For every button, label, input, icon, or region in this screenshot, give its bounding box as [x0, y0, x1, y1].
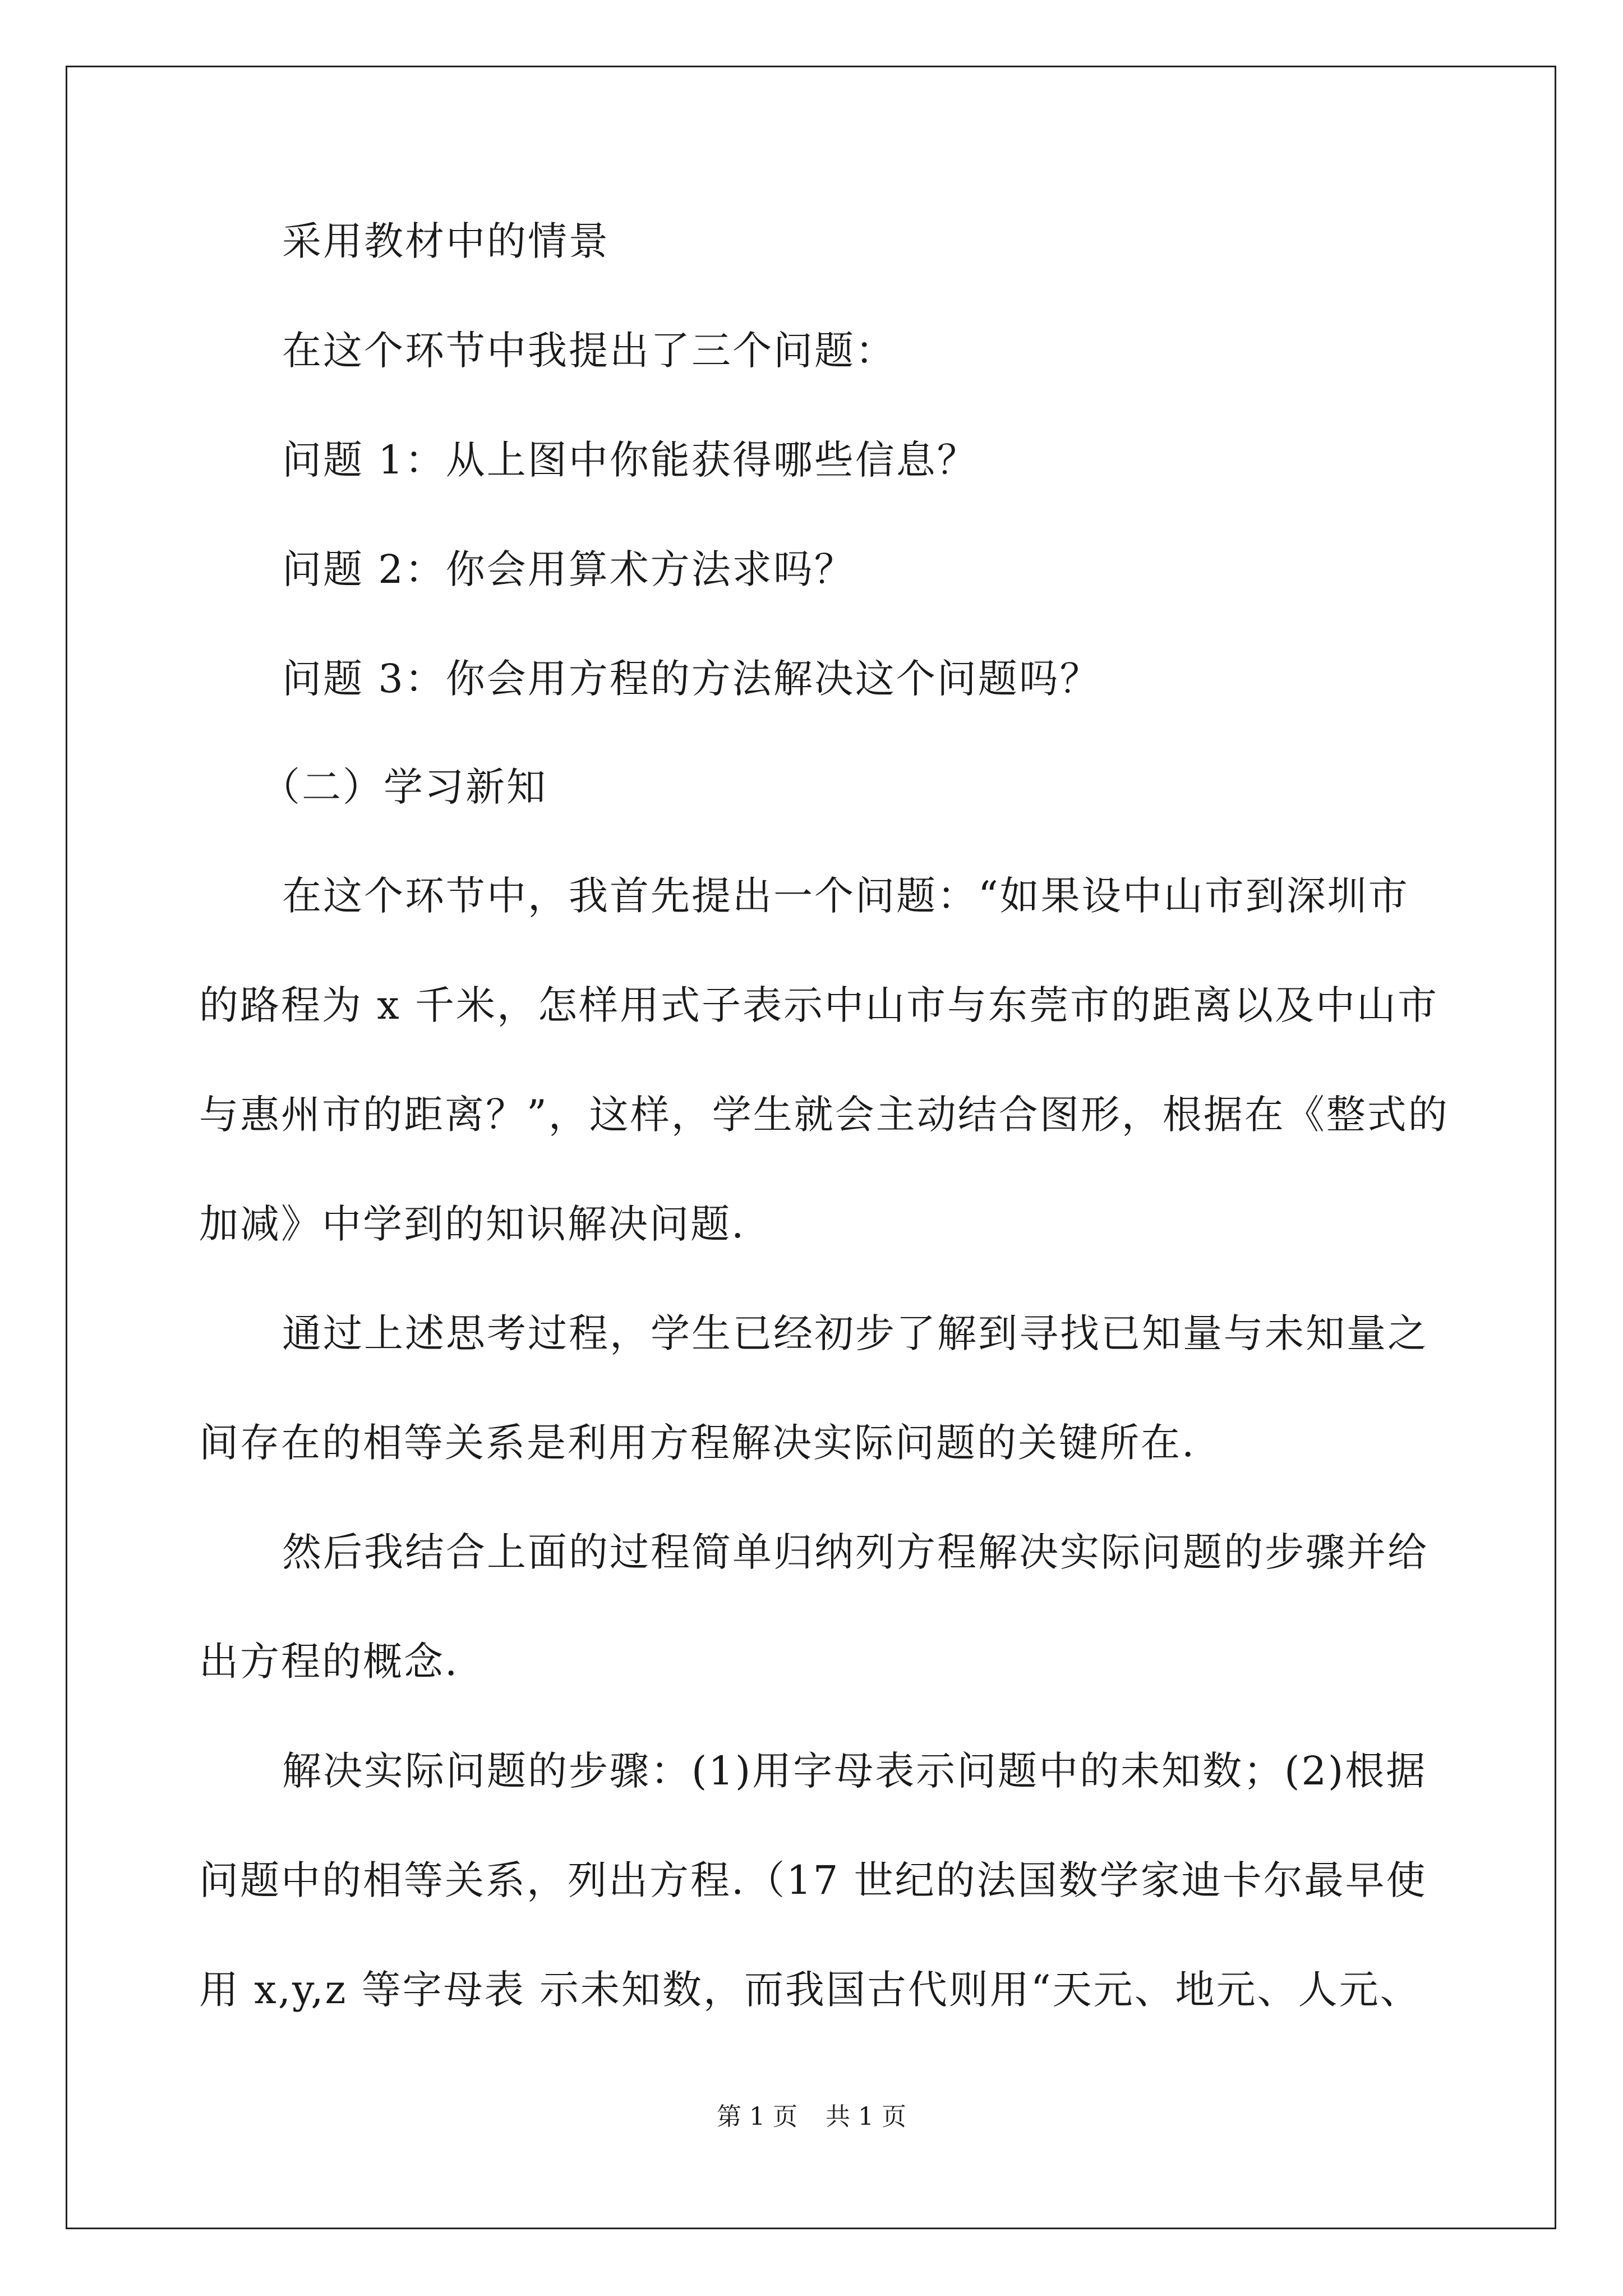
page-footer	[0, 2102, 1623, 2131]
section-heading: （二）学习新知	[261, 764, 547, 810]
paragraph-line: 采用教材中的情景	[282, 218, 610, 264]
paragraph-line: 的路程为 x 千米，怎样用式子表示中山市与东莞市的距离以及中山市	[199, 982, 1438, 1028]
paragraph-line: 用 x,y,z 等字母表 示未知数，而我国古代则用“天元、地元、人元、	[199, 1967, 1421, 2013]
page-number: 第 1 页	[717, 2102, 797, 2131]
paragraph-line: 在这个环节中，我首先提出一个问题：“如果设中山市到深圳市	[282, 873, 1409, 919]
paragraph-line: 通过上述思考过程，学生已经初步了解到寻找已知量与未知量之	[282, 1310, 1428, 1356]
paragraph-line: 问题 1：从上图中你能获得哪些信息？	[282, 437, 978, 483]
paragraph-line: 出方程的概念.	[199, 1639, 459, 1685]
paragraph-line: 问题中的相等关系，列出方程.（17 世纪的法国数学家迪卡尔最早使	[199, 1857, 1427, 1903]
paragraph-line: 与惠州市的距离？”，这样，学生就会主动结合图形，根据在《整式的	[199, 1092, 1449, 1138]
paragraph-line: 解决实际问题的步骤：(1)用字母表示问题中的未知数；(2)根据	[282, 1748, 1427, 1794]
paragraph-line: 加减》中学到的知识解决问题.	[199, 1201, 746, 1247]
page-border	[66, 66, 1556, 2229]
paragraph-line: 在这个环节中我提出了三个问题：	[282, 328, 896, 374]
page-total: 共 1 页	[826, 2102, 906, 2131]
paragraph-line: 问题 2：你会用算术方法求吗？	[282, 546, 855, 592]
paragraph-line: 问题 3：你会用方程的方法解决这个问题吗？	[282, 656, 1101, 702]
paragraph-line: 然后我结合上面的过程简单归纳列方程解决实际问题的步骤并给	[282, 1529, 1428, 1575]
paragraph-line: 间存在的相等关系是利用方程解决实际问题的关键所在.	[199, 1420, 1196, 1466]
